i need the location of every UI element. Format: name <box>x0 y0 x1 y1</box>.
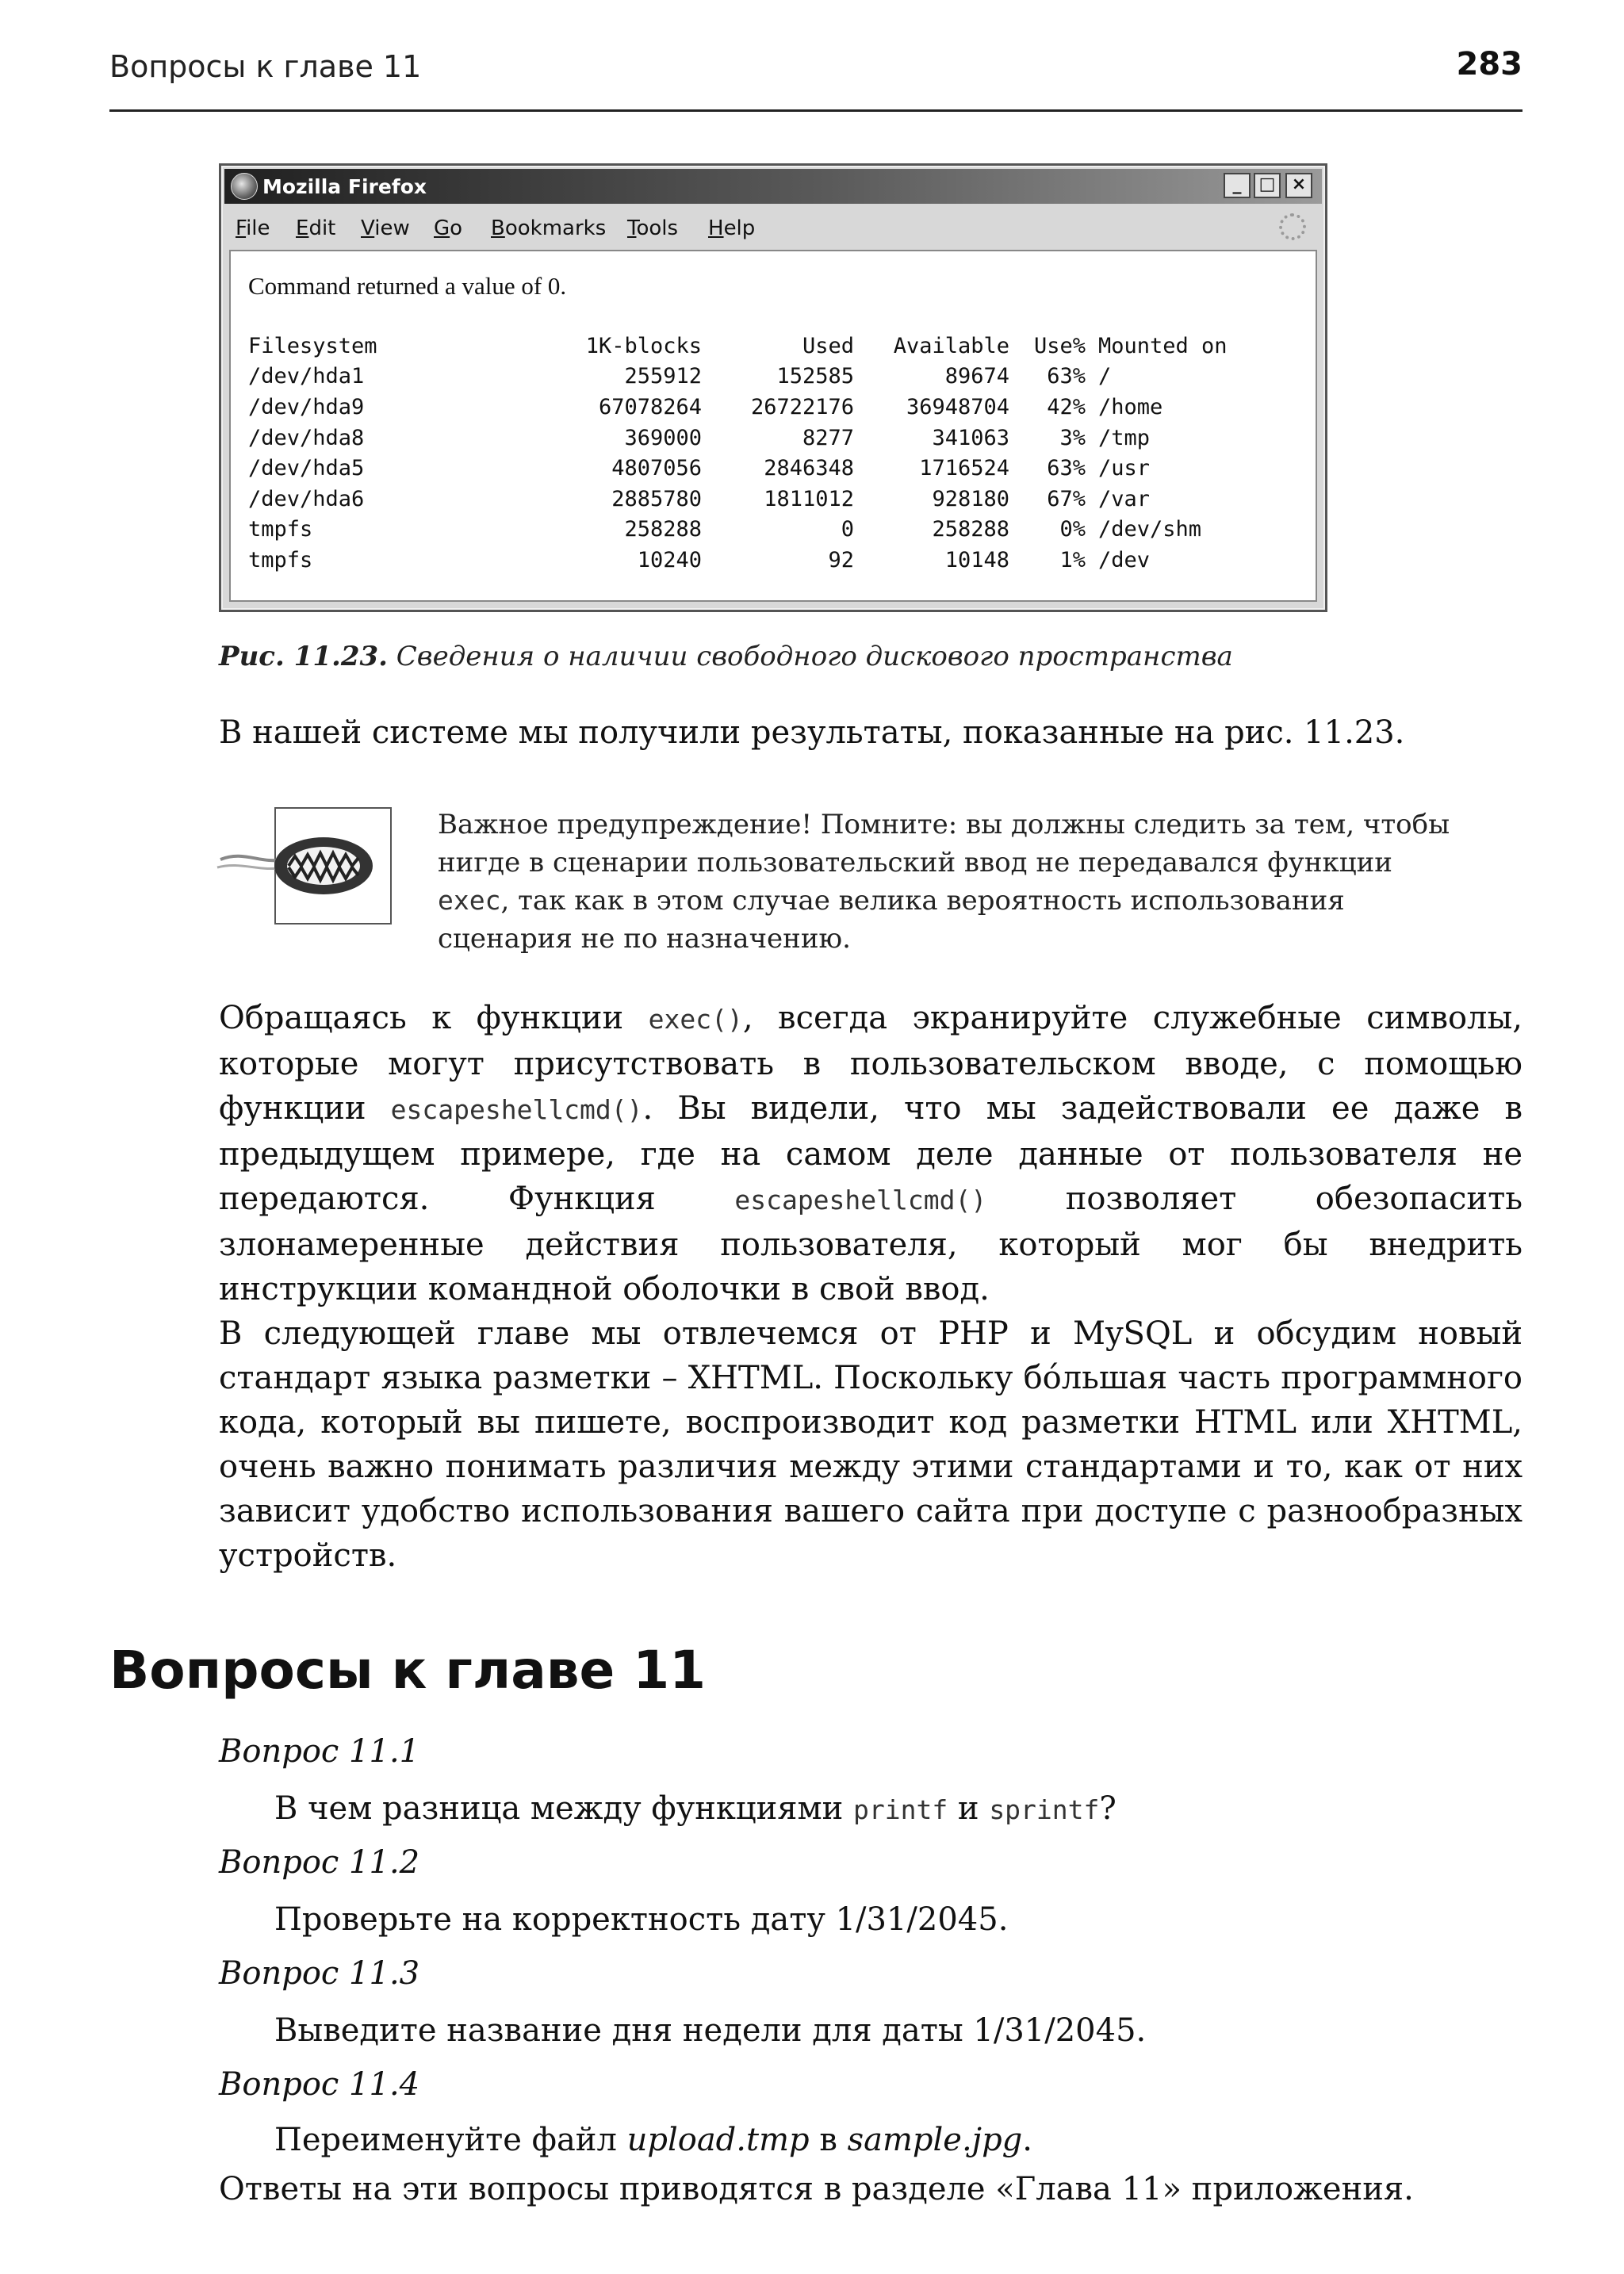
question-text-1: В чем разница между функциями printf и sprintf? <box>274 1790 1116 1827</box>
df-cell: / <box>1098 364 1112 389</box>
df-cell: 26722176 <box>750 394 854 419</box>
df-cell: tmpfs <box>248 547 313 572</box>
filename-sample: sample.jpg <box>847 2122 1023 2158</box>
menu-help: Help <box>708 216 756 240</box>
df-row <box>248 545 1304 576</box>
question-text-3: Выведите название дня недели для даты 1/31/2045. <box>274 2012 1147 2049</box>
warning-note: Важное предупреждение! Помните: вы должны следить за тем, чтобы нигде в сценарии пользовательский ввод не передавался функции exec, так как в этом случае велика вероятность использования сценария не по назначению. <box>438 809 1450 955</box>
menu-tools: Tools <box>627 216 679 240</box>
filename-upload: upload.tmp <box>626 2122 810 2158</box>
df-cell: 67% <box>1047 486 1086 511</box>
df-cell: Use% <box>1033 333 1086 358</box>
close-icon: × <box>1285 173 1312 198</box>
df-cell: /dev <box>1098 547 1151 572</box>
df-cell: 89674 <box>944 364 1009 389</box>
df-cell: 1% <box>1059 547 1086 572</box>
df-cell: 2885780 <box>611 486 702 511</box>
answers-note: Ответы на эти вопросы приводятся в разделе «Глава 11» приложения. <box>219 2171 1414 2207</box>
df-cell: Filesystem <box>248 333 377 358</box>
window-titlebar <box>224 169 1322 204</box>
df-cell: /home <box>1098 394 1163 419</box>
question-label-2: Вопрос 11.2 <box>219 1844 420 1881</box>
menu-view: View <box>361 216 410 240</box>
df-cell: tmpfs <box>248 517 313 542</box>
df-cell: /usr <box>1098 456 1151 481</box>
df-cell: /var <box>1098 486 1151 511</box>
df-cell: 341063 <box>932 425 1009 450</box>
caption-text: Сведения о наличии свободного дискового пространства <box>396 641 1233 672</box>
browser-content <box>229 250 1317 602</box>
code-exec-call: exec() <box>648 1004 743 1035</box>
maximize-icon: □ <box>1254 173 1281 198</box>
df-cell: 42% <box>1047 394 1086 419</box>
caption-label: Рис. 11.23. <box>219 641 388 672</box>
df-cell: 67078264 <box>598 394 702 419</box>
menu-edit: Edit <box>296 216 336 240</box>
df-row <box>248 484 1304 515</box>
df-cell: 10240 <box>637 547 702 572</box>
df-cell: /dev/hda1 <box>248 364 365 389</box>
code-printf: printf <box>853 1794 948 1825</box>
running-header <box>109 46 1522 112</box>
df-cell: /dev/hda5 <box>248 456 365 481</box>
df-cell: 152585 <box>776 364 854 389</box>
df-row <box>248 453 1304 484</box>
running-title: Вопросы к главе 11 <box>109 49 422 84</box>
df-cell: /dev/hda8 <box>248 425 365 450</box>
df-cell: 63% <box>1047 456 1086 481</box>
df-cell: Available <box>893 333 1009 358</box>
df-cell: 36948704 <box>906 394 1009 419</box>
paragraph-2: Обращаясь к функции exec(), всегда экранируйте служебные символы, которые могут присутствовать в пользовательском вводе, с помощью функции escapeshellcmd(). Вы видели, что мы задействовали ее даже в предыдущем примере, где на самом деле данные от пользователя не передаются. Функция escapeshellcmd() позволяет обезопасить злонамеренные действия пользователя, который мог бы внедрить инструкции командной оболочки в свой ввод. <box>219 1000 1523 1307</box>
df-cell: Mounted on <box>1098 333 1228 358</box>
command-result: Command returned a value of 0. <box>248 272 567 300</box>
df-cell: 8277 <box>802 425 854 450</box>
df-cell: 1716524 <box>919 456 1009 481</box>
df-cell: 255912 <box>624 364 702 389</box>
window-menubar <box>224 207 1322 247</box>
df-cell: 2846348 <box>764 456 854 481</box>
df-header-row <box>248 331 1304 362</box>
section-heading: Вопросы к главе 11 <box>109 1640 707 1701</box>
df-cell: /dev/hda6 <box>248 486 365 511</box>
df-cell: 258288 <box>624 517 702 542</box>
df-cell: 0 <box>841 517 854 542</box>
code-escapeshellcmd: escapeshellcmd() <box>390 1094 643 1125</box>
df-cell: 3% <box>1059 425 1086 450</box>
question-text-2: Проверьте на корректность дату 1/31/2045. <box>274 1901 1009 1938</box>
firefox-window-figure <box>219 163 1327 612</box>
throbber-icon <box>1279 213 1306 240</box>
question-label-1: Вопрос 11.1 <box>219 1733 420 1770</box>
df-row <box>248 362 1304 392</box>
question-label-4: Вопрос 11.4 <box>219 2066 420 2103</box>
df-cell: Used <box>802 333 854 358</box>
df-cell: /dev/shm <box>1098 517 1202 542</box>
df-cell: /tmp <box>1098 425 1151 450</box>
df-cell: 0% <box>1059 517 1086 542</box>
firefox-logo-icon <box>231 173 258 200</box>
df-row <box>248 392 1304 423</box>
trap-icon <box>274 807 392 925</box>
df-cell: 10148 <box>944 547 1009 572</box>
code-sprintf: sprintf <box>989 1794 1100 1825</box>
code-exec: exec <box>438 885 501 916</box>
code-escapeshellcmd-2: escapeshellcmd() <box>734 1185 987 1215</box>
paragraph-3: В следующей главе мы отвлечемся от PHP и MySQL и обсудим новый стандарт языка разметки – XHTML. Поскольку бо́льшая часть программного кода, который вы пишете, воспроизводит код разметки HTML или XHTML, очень важно понимать различия между этими стандартами и то, как от них зависит удобство использования вашего сайта при доступе с разнообразных устройств. <box>219 1315 1522 1574</box>
window-title: Mozilla Firefox <box>262 175 427 198</box>
df-cell: 92 <box>828 547 854 572</box>
df-cell: 1K-blocks <box>585 333 702 358</box>
df-cell: 369000 <box>624 425 702 450</box>
menu-file: File <box>236 216 270 240</box>
df-cell: 928180 <box>932 486 1009 511</box>
menu-go: Go <box>434 216 463 240</box>
question-text-4: Переименуйте файл upload.tmp в sample.jpg. <box>274 2122 1032 2158</box>
df-cell: 1811012 <box>764 486 854 511</box>
question-label-3: Вопрос 11.3 <box>219 1955 420 1992</box>
df-cell: 63% <box>1047 364 1086 389</box>
df-row <box>248 423 1304 454</box>
page-number: 283 <box>1456 46 1522 82</box>
df-output-table <box>248 331 1304 576</box>
minimize-icon: _ <box>1224 173 1251 198</box>
df-cell: 258288 <box>932 517 1009 542</box>
menu-bookmarks: Bookmarks <box>491 216 607 240</box>
df-cell: 4807056 <box>611 456 702 481</box>
df-row <box>248 515 1304 546</box>
figure-caption <box>219 641 1233 672</box>
paragraph-1: В нашей системе мы получили результаты, показанные на рис. 11.23. <box>219 714 1405 751</box>
df-cell: /dev/hda9 <box>248 394 365 419</box>
